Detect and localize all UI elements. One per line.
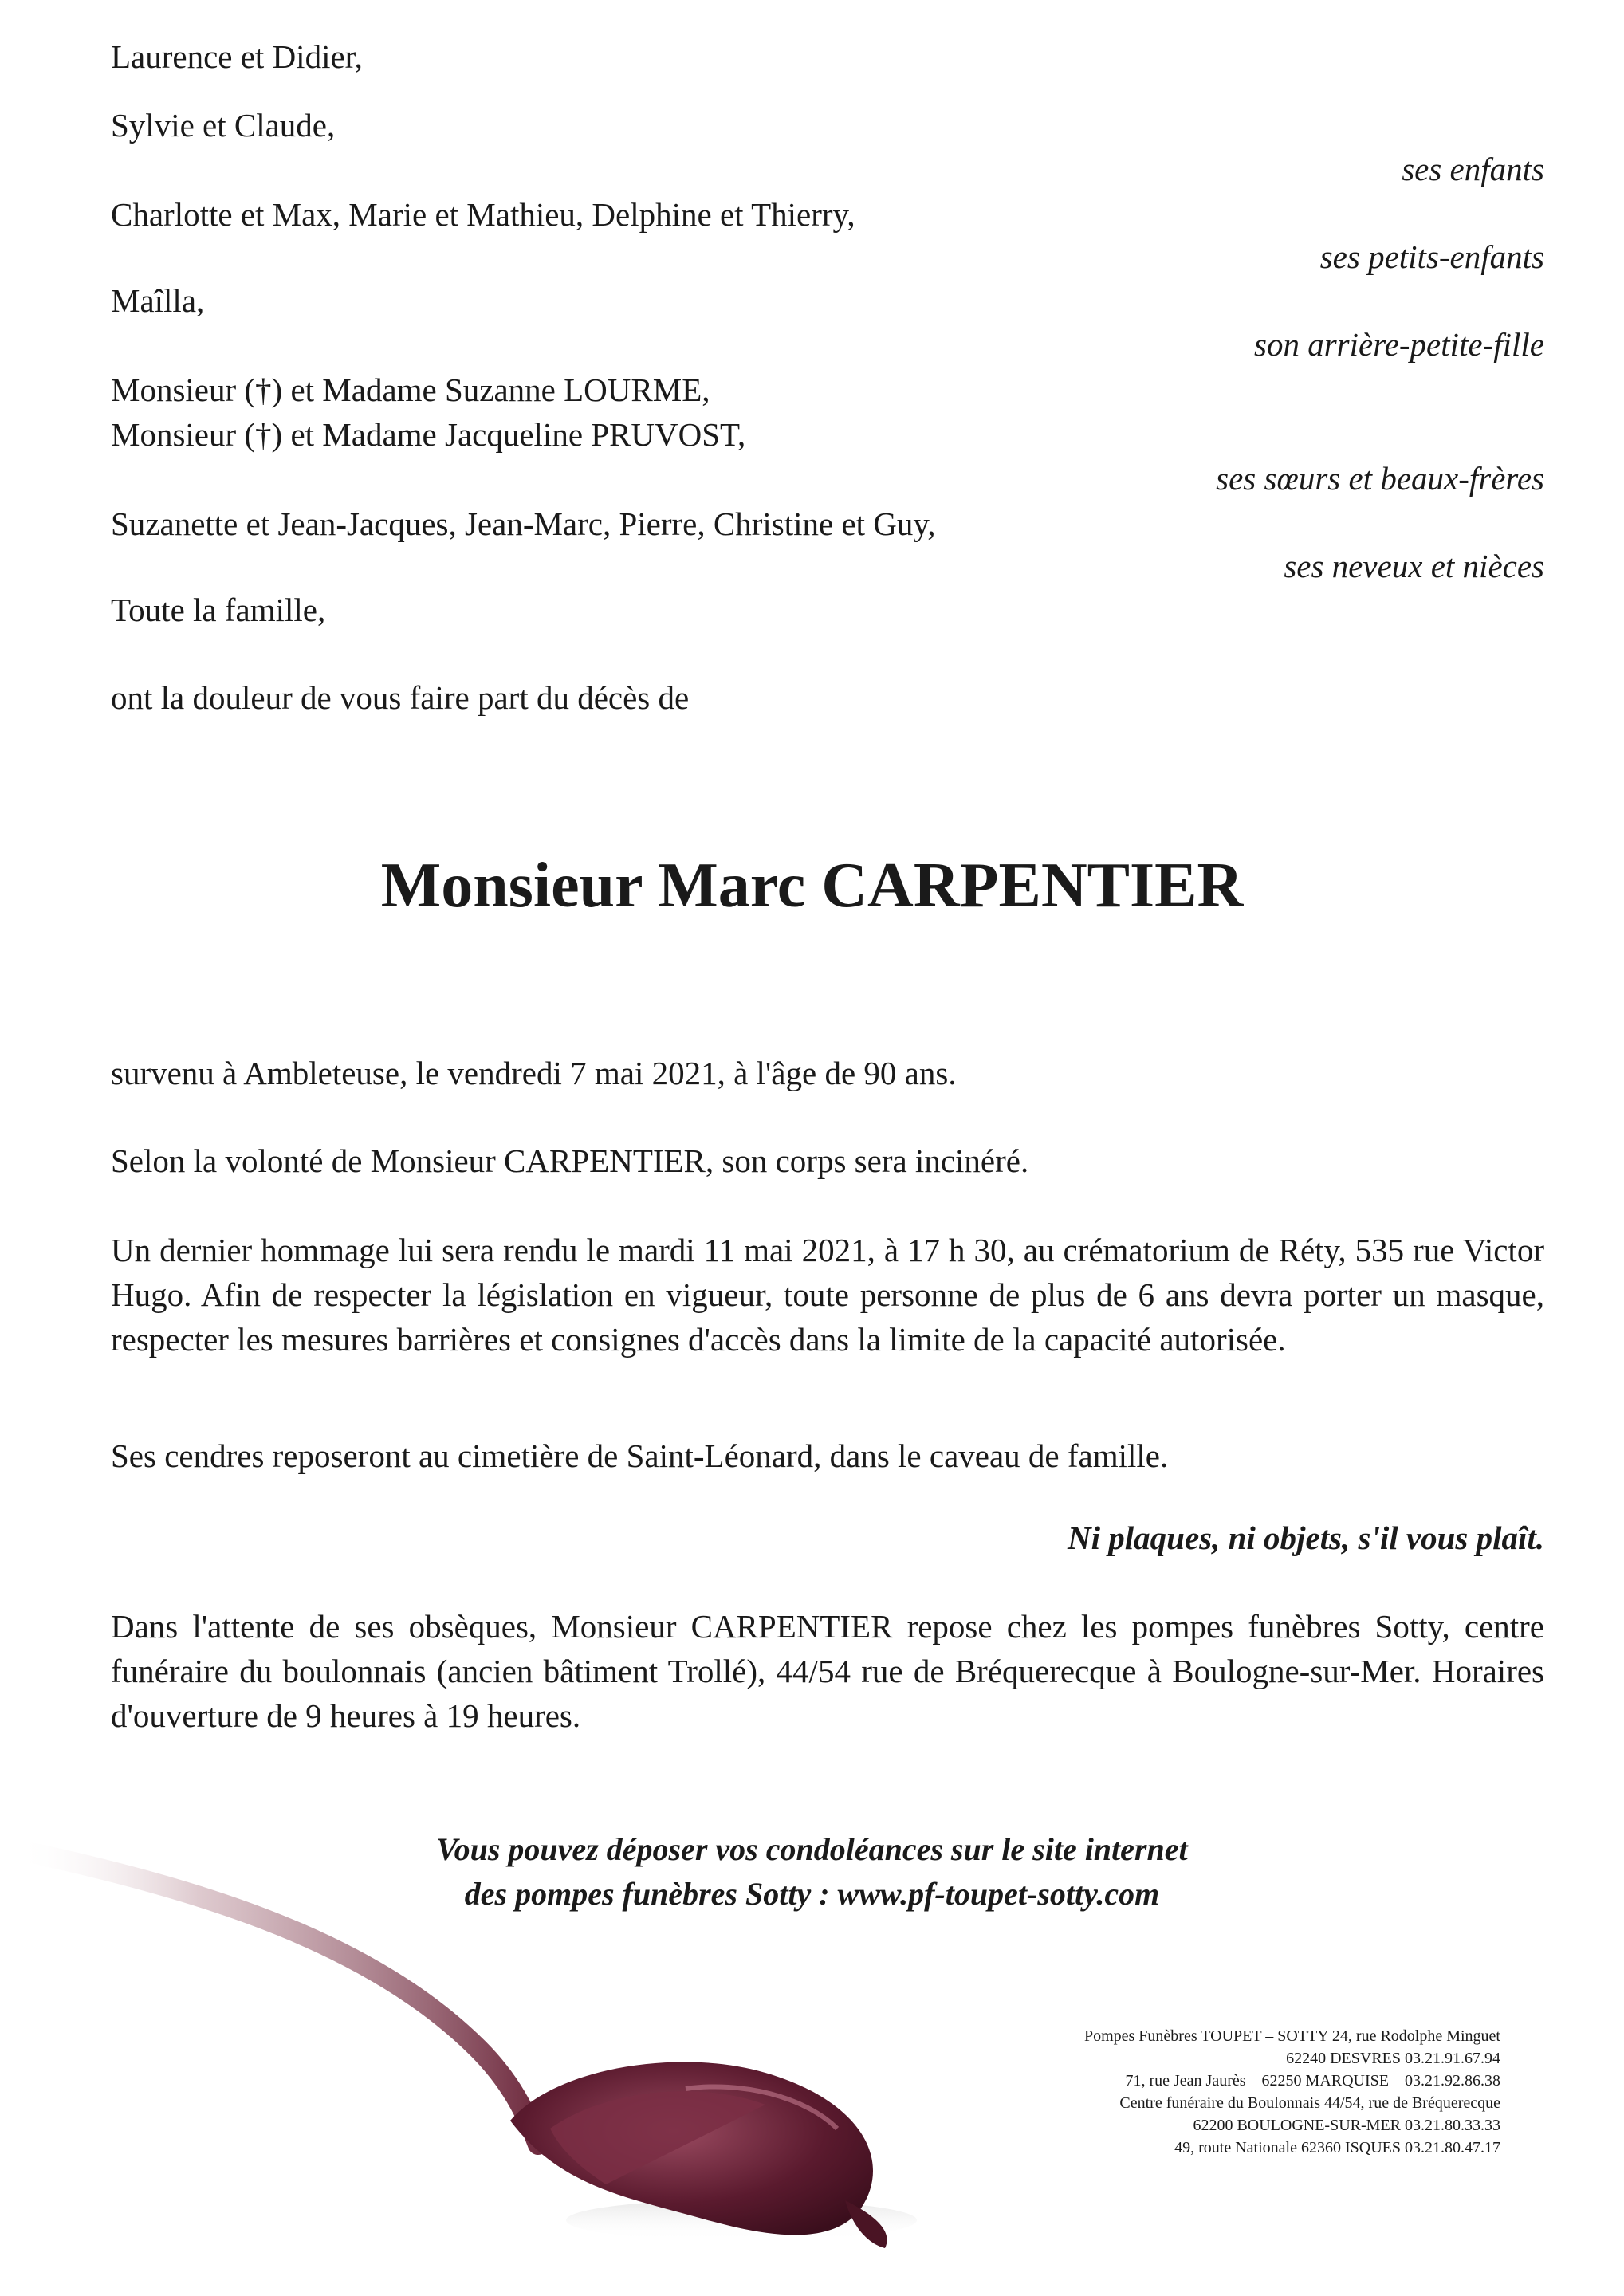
condolences-line: des pompes funèbres Sotty : www.pf-toupet-sotty.com — [464, 1876, 1160, 1912]
family-line: Laurence et Didier, — [111, 38, 363, 75]
cremation-wish: Selon la volonté de Monsieur CARPENTIER, son corps sera incinéré. — [111, 1142, 1029, 1179]
funeral-home-address — [1084, 2025, 1500, 2159]
address-line: 62240 DESVRES 03.21.91.67.94 — [1286, 2050, 1500, 2067]
role-label: ses sœurs et beaux-frères — [1216, 460, 1544, 497]
address-line: Centre funéraire du Boulonnais 44/54, rue de Bréquerecque — [1119, 2094, 1500, 2112]
deceased-name: Monsieur Marc CARPENTIER — [380, 851, 1244, 921]
family-line: Toute la famille, — [111, 592, 326, 628]
condolences-line: Vous pouvez déposer vos condoléances sur le site internet — [436, 1831, 1188, 1867]
family-line: Monsieur (†) et Madame Jacqueline PRUVOST, — [111, 416, 746, 453]
address-line: 49, route Nationale 62360 ISQUES 03.21.80.47.17 — [1174, 2139, 1500, 2156]
address-line: 71, rue Jean Jaurès – 62250 MARQUISE – 03.21.92.86.38 — [1125, 2072, 1500, 2090]
address-line: 62200 BOULOGNE-SUR-MER 03.21.80.33.33 — [1193, 2117, 1500, 2134]
no-plaques-notice: Ni plaques, ni objets, s'il vous plaît. — [1068, 1520, 1544, 1556]
family-line: Monsieur (†) et Madame Suzanne LOURME, — [111, 372, 710, 408]
family-line: ont la douleur de vous faire part du décès de — [111, 679, 690, 716]
role-label: son arrière-petite-fille — [1254, 326, 1544, 363]
family-line: Charlotte et Max, Marie et Mathieu, Delphine et Thierry, — [111, 196, 855, 233]
family-line: Sylvie et Claude, — [111, 107, 336, 144]
role-label: ses neveux et nièces — [1284, 548, 1544, 584]
condolences-message — [0, 1827, 1624, 1917]
family-line: Suzanette et Jean-Jacques, Jean-Marc, Pierre, Christine et Guy, — [111, 505, 936, 542]
address-line: Pompes Funèbres TOUPET – SOTTY 24, rue Rodolphe Minguet — [1083, 2027, 1500, 2045]
death-details: survenu à Ambleteuse, le vendredi 7 mai 2021, à l'âge de 90 ans. — [111, 1055, 957, 1091]
role-label: ses enfants — [1402, 151, 1544, 187]
repose-details: Dans l'attente de ses obsèques, Monsieur CARPENTIER repose chez les pompes funèbres Sotty, centre funéraire du boulonnais (ancien bâtiment Trollé), 44/54 rue de Bréquerecque à Boulogne-sur-Mer. Horaires d'ouverture de 9 heures à 19 heures. — [111, 1608, 1544, 1734]
family-line: Maîlla, — [111, 282, 205, 319]
tribute-details: Un dernier hommage lui sera rendu le mardi 11 mai 2021, à 17 h 30, au crématorium de Réty, 535 rue Victor Hugo. Afin de respecter la législation en vigueur, toute personne de plus de 6 ans devra porter un masque, respecter les mesures barrières et consignes d'accès dans la limite de la capacité autorisée. — [111, 1232, 1544, 1358]
role-label: ses petits-enfants — [1319, 238, 1544, 275]
ashes-details: Ses cendres reposeront au cimetière de Saint-Léonard, dans le caveau de famille. — [111, 1437, 1169, 1474]
